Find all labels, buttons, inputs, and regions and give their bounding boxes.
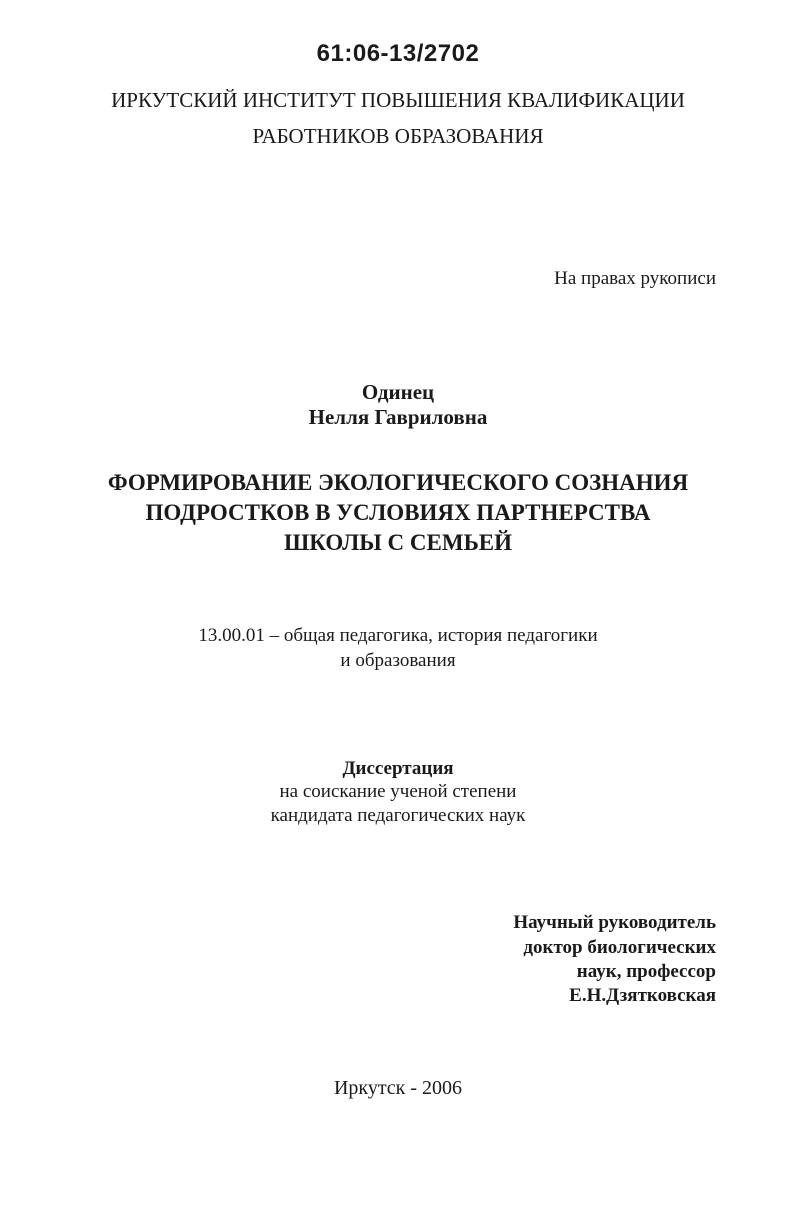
supervisor-name: Е.Н.Дзятковская — [569, 985, 716, 1006]
title-line-1: ФОРМИРОВАНИЕ ЭКОЛОГИЧЕСКОГО СОЗНАНИЯ — [107, 470, 689, 495]
specialty-line-1: 13.00.01 – общая педагогика, история педагогики — [198, 625, 598, 646]
dissertation-heading: Диссертация — [342, 758, 454, 779]
place-year: Иркутск - 2006 — [333, 1077, 463, 1099]
dissertation-line-2: кандидата педагогических наук — [270, 805, 526, 826]
author-name: Нелля Гавриловна — [308, 405, 488, 429]
manuscript-rights: На правах рукописи — [554, 268, 716, 289]
author-surname: Одинец — [361, 380, 435, 404]
supervisor-line-3: наук, профессор — [576, 961, 716, 982]
catalog-code: 61:06-13/2702 — [316, 40, 480, 67]
title-line-2: ПОДРОСТКОВ В УСЛОВИЯХ ПАРТНЕРСТВА — [145, 500, 651, 525]
dissertation-line-1: на соискание ученой степени — [279, 781, 517, 802]
institution-line-2: РАБОТНИКОВ ОБРАЗОВАНИЯ — [252, 124, 544, 148]
supervisor-line-2: доктор биологических — [523, 937, 716, 958]
institution-line-1: ИРКУТСКИЙ ИНСТИТУТ ПОВЫШЕНИЯ КВАЛИФИКАЦИИ — [111, 88, 685, 112]
supervisor-line-1: Научный руководитель — [513, 912, 716, 933]
title-line-3: ШКОЛЫ С СЕМЬЕЙ — [283, 530, 513, 555]
specialty-line-2: и образования — [340, 650, 456, 671]
